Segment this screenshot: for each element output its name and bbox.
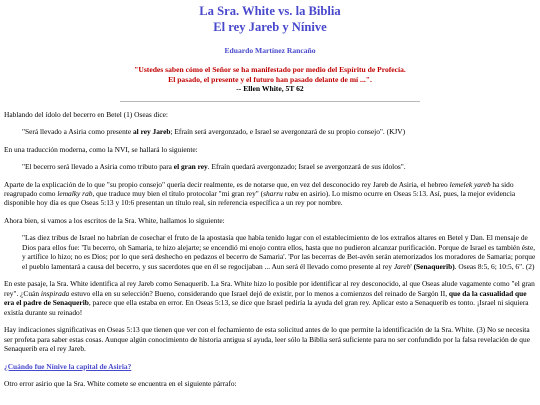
page-title [4,4,536,35]
hebrew-term: lemelek yareb [449,179,491,189]
quote-white [22,233,536,271]
paragraph-white-intro: Ahora bien, si vamos a los escritos de la Sra. White, hallamos lo siguiente: [4,215,225,225]
paragraph-intro: Hablando del ídolo del becerro en Betel (1) Oseas dice: [4,109,168,119]
text: , parece que ella estaba en error. En Oseas 5:13, se dice que Israel pediría la ayuda del gran rey. Aplicar esto a Senaquerib es tonto. ¡Israel ni siquiera existía durante su reinado! [4,298,529,317]
epigraph-citation: -- Ellen White, 5T 62 [236,84,304,94]
quote-text: . Efraín quedará avergonzado; Israel se avergonzará de sus ídolos". [207,162,406,172]
paragraph-explanation [4,180,536,208]
quote-nvi [22,162,536,171]
epigraph-line-2: El pasado, el presente y el futuro han pasado delante de mí ...". [168,74,372,84]
paragraph-next: Otro error asirio que la Sra. White comete se encuentra en el siguiente párrafo: [4,379,237,389]
text: , que traduce muy bien el título protocolar "mi gran rey" ( [92,188,264,198]
hebrew-term: lemalky rab [57,188,93,198]
quote-text: ; Efraín será avergonzado, e Israel se avergonzará de su propio consejo". (KJV) [170,127,406,137]
title-line-1: La Sra. White vs. la Biblia [199,4,341,18]
text: en asirio). Lo mismo ocurre en Oseas 5:13. Así, pues, la mejor evidencia disponible hoy día es que Oseas 5:13 y 10:6 presentan un título real, sin referencia específica a un rey por nombre. [4,188,516,208]
bold-phrase: que da la casualidad que era el padre de Senaquerib [4,288,527,308]
quote-emphasis: (Senaquerib) [413,261,455,271]
quote-text: ' [410,261,414,271]
assyrian-term: sharru rabu [263,188,299,198]
epigraph [4,65,536,93]
paragraph-nvi-intro: En una traducción moderna, como la NVI, se hallará lo siguiente: [4,144,198,154]
quote-text: "Las diez tribus de Israel no habrían de cosechar el fruto de la apostasía que había tenido lugar con el establecimiento de los extraños altares en Betel y Dan. El mensaje de Dios para ellos fue: 'Tu becerro, oh Samaria, te hizo alejarte; se encendió mi enojo contra ellos, hasta que no pudieron alcanzar purificación. Porque de Israel es también éste, y artífice lo hizo; no es Dios; por lo que será deshecho en pedazos el becerro de Samaria'. 'Por las becerras de Bet-avén serán atemorizados los moradores de Samaria; porque el pueblo lamentará a causa del becerro, y sus sacerdotes que en él se regocijaban ... Aun será él llevado como presente al rey [22,233,536,271]
text: estuvo ella en su selección? Bueno, considerando que Israel dejó de existir, por lo menos a comienzos del reinado de Sargón II, [69,288,449,298]
quote-emphasis: el gran rey [173,162,208,172]
quote-italic: Jareb [393,261,411,271]
text: Aparte de la explicación de lo que "su propio consejo" quería decir realmente, es de notarse que, en vez del desconocido rey Jareb de Asiria, el hebreo [4,179,450,189]
divider [120,101,420,102]
quote-kjv [22,127,536,136]
paragraph-analysis [4,279,536,317]
quote-text: "El becerro será llevado a Asiria como tributo para [22,162,174,172]
section-heading-link[interactable]: ¿Cuándo fue Nínive la capital de Asiria? [4,361,132,371]
title-line-2: El rey Jareb y Nínive [213,19,327,34]
paragraph-indications: Hay indicaciones significativas en Oseas 5:13 que tienen que ver con el fechamiento de esta solicitud antes de lo que permite la identificación de la Sra. White. (3) No se necesita ser profeta para saber estas cosas. Aunque algún conocimiento de historia antigua sí ayuda, leer sólo la Biblia será suficiente para no ser confundido por la falsa revelación de que Senaquerib era el rey Jareb. [4,325,530,354]
italic-word: inspirada [40,288,70,298]
text: ha sido reagrupado como [4,179,514,198]
quote-emphasis: al rey Jareb [132,127,171,137]
epigraph-line-1: "Ustedes saben cómo el Señor se ha manifestado por medio del Espíritu de Profecía. [134,65,406,75]
quote-text: "Será llevado a Asiria como presente [22,127,133,137]
quote-text: . Oseas 8:5, 6; 10:5, 6". (2) [454,261,535,271]
author-name: Eduardo Martínez Rancaño [224,46,316,56]
text: En este pasaje, la Sra. White identifica al rey Jareb como Senaquerib. La Sra. White hizo lo posible por identificar al rey desconocido, al que Oseas alude vagamente como "el gran rey". ¿Cuán [4,279,535,298]
